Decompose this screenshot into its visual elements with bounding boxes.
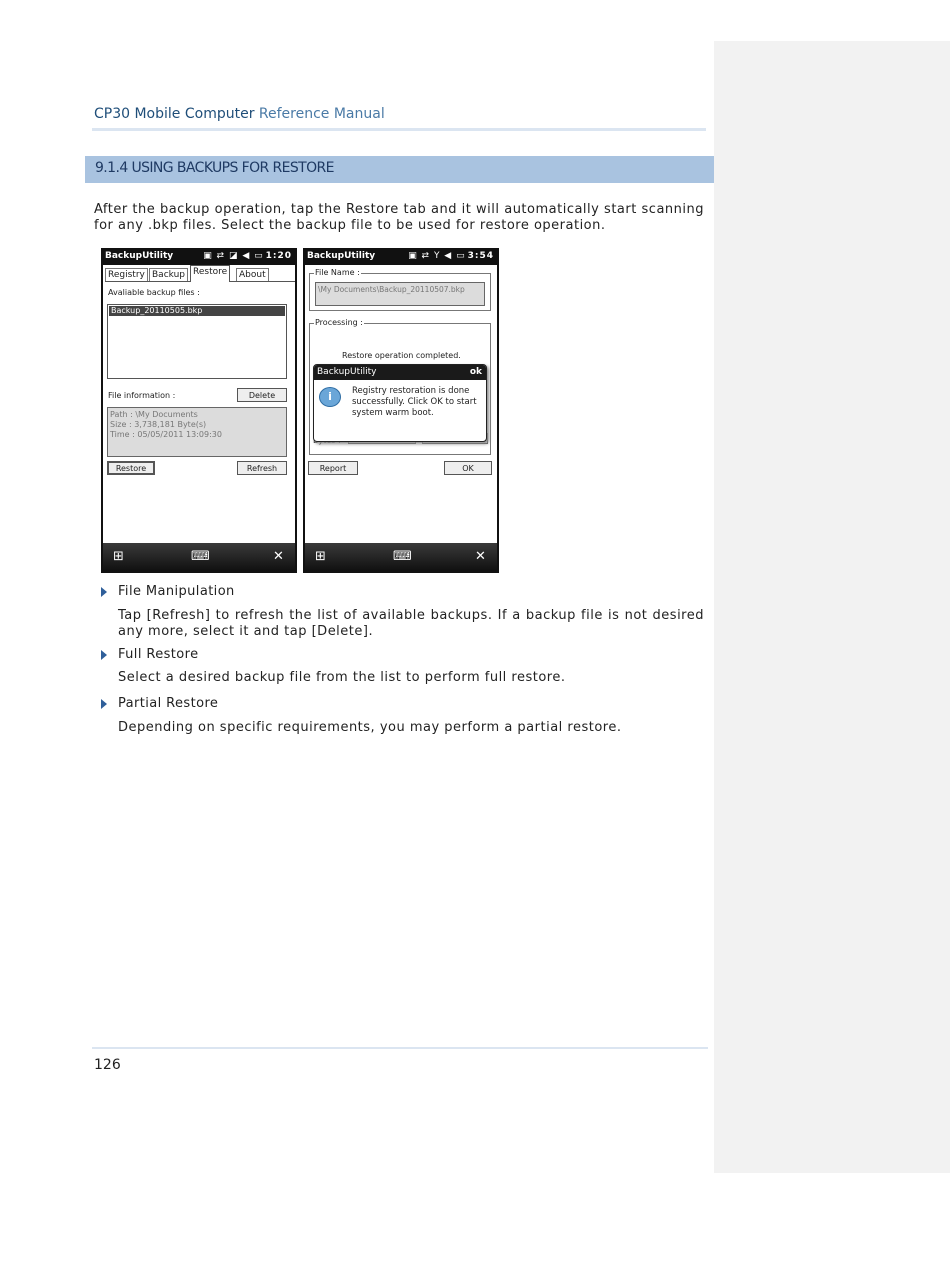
clock: 3:54	[467, 251, 494, 261]
item-file-manipulation-line-1: Tap [Refresh] to refresh the list of available backups. If a backup file is not desired	[118, 608, 704, 623]
item-partial-restore-text: Depending on specific requirements, you may perform a partial restore.	[118, 720, 622, 735]
keyboard-icon[interactable]: ⌨	[191, 549, 210, 564]
tab-restore[interactable]: Restore	[190, 265, 230, 282]
header-manual-title: Reference Manual	[258, 106, 385, 122]
dialog-message: Registry restoration is done successfully. Click OK to start system warm boot.	[352, 386, 477, 418]
list-item-selected[interactable]: Backup_20110505.bkp	[109, 306, 285, 316]
section-title: 9.1.4 USING BACKUPS FOR RESTORE	[95, 160, 334, 176]
status-icons	[408, 251, 494, 261]
item-file-manipulation-title: File Manipulation	[118, 584, 235, 599]
app-title: BackupUtility	[105, 251, 174, 261]
comment-margin-panel	[714, 41, 950, 1173]
tab-registry[interactable]: Registry	[105, 268, 148, 281]
backup-file-list[interactable]	[107, 304, 287, 379]
file-info-box	[107, 407, 287, 457]
delete-button[interactable]: Delete	[237, 388, 287, 402]
header-product: CP30 Mobile Computer	[94, 106, 255, 122]
tab-backup[interactable]: Backup	[149, 268, 188, 281]
start-icon[interactable]: ⊞	[315, 549, 326, 564]
close-icon[interactable]: ✕	[475, 549, 486, 564]
file-name-field: \My Documents\Backup_20110507.bkp	[315, 282, 485, 306]
item-full-restore-text: Select a desired backup file from the list to perform full restore.	[118, 670, 566, 685]
dialog-ok-button[interactable]: ok	[469, 367, 482, 377]
dialog-title-bar	[314, 365, 486, 380]
status-bar	[305, 250, 497, 265]
page-number: 126	[94, 1057, 121, 1073]
file-name-label: File Name :	[315, 268, 360, 277]
section-heading-bar	[85, 156, 714, 183]
restore-button[interactable]: Restore	[107, 461, 155, 475]
dialog-title: BackupUtility	[317, 367, 377, 377]
app-title: BackupUtility	[307, 251, 376, 261]
bullet-arrow-icon	[101, 650, 107, 660]
refresh-button[interactable]: Refresh	[237, 461, 287, 475]
restore-tab-screenshot	[101, 248, 297, 573]
processing-status: Restore operation completed.	[342, 351, 461, 360]
info-time: Time : 05/05/2011 13:09:30	[110, 430, 222, 439]
taskbar	[305, 543, 497, 571]
status-bar	[103, 250, 295, 265]
status-icons-glyphs: ▣ ⇄ ◪ ◀ ▭	[203, 251, 264, 261]
info-icon: i	[319, 387, 341, 407]
footer-divider	[92, 1047, 708, 1049]
processing-label: Processing :	[315, 318, 363, 327]
ok-button[interactable]: OK	[444, 461, 492, 475]
start-icon[interactable]: ⊞	[113, 549, 124, 564]
item-full-restore-title: Full Restore	[118, 647, 199, 662]
item-file-manipulation-line-2: any more, select it and tap [Delete].	[118, 624, 374, 639]
intro-line-1: After the backup operation, tap the Restore tab and it will automatically start scanning	[94, 202, 704, 217]
tab-about[interactable]: About	[236, 268, 269, 281]
header-divider	[92, 128, 706, 131]
clock: 1:20	[265, 251, 292, 261]
restore-complete-screenshot	[303, 248, 499, 573]
running-header	[94, 106, 385, 122]
taskbar	[103, 543, 295, 571]
bullet-arrow-icon	[101, 587, 107, 597]
file-info-label: File information :	[108, 391, 176, 400]
info-size: Size : 3,738,181 Byte(s)	[110, 420, 207, 429]
file-name-group	[309, 268, 491, 311]
status-icons-glyphs: ▣ ⇄ Y ◀ ▭	[408, 251, 466, 261]
keyboard-icon[interactable]: ⌨	[393, 549, 412, 564]
tab-strip	[105, 267, 295, 282]
available-files-label: Avaliable backup files :	[108, 288, 200, 297]
intro-line-2: for any .bkp files. Select the backup file to be used for restore operation.	[94, 218, 606, 233]
info-path: Path : \My Documents	[110, 410, 198, 419]
close-icon[interactable]: ✕	[273, 549, 284, 564]
status-icons	[203, 251, 292, 261]
message-dialog	[313, 364, 487, 442]
item-partial-restore-title: Partial Restore	[118, 696, 219, 711]
report-button[interactable]: Report	[308, 461, 358, 475]
bullet-arrow-icon	[101, 699, 107, 709]
